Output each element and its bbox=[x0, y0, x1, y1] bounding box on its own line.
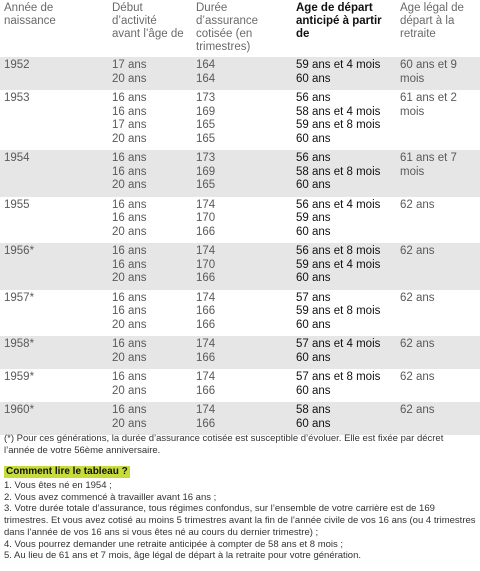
start-age: 16 ans bbox=[112, 338, 147, 350]
birth-year-cell bbox=[0, 369, 92, 402]
start-age: 16 ans bbox=[112, 245, 147, 257]
early-departure-age: 60 ans bbox=[296, 417, 331, 430]
insurance-duration: 174 bbox=[196, 338, 216, 350]
legal-age: 62 ans bbox=[400, 291, 435, 304]
legal-age-cell bbox=[396, 197, 480, 244]
howto-item: 2. Vous avez commencé à travailler avant 16 ans ; bbox=[4, 491, 217, 503]
header-birth-year: Année de naissance bbox=[0, 0, 92, 57]
insurance-duration: 170 bbox=[196, 258, 216, 271]
birth-year-cell bbox=[0, 290, 92, 337]
start-age-cell bbox=[92, 369, 192, 402]
start-age: 20 ans bbox=[112, 132, 147, 145]
insurance-duration: 165 bbox=[196, 132, 216, 145]
start-age: 16 ans bbox=[112, 152, 147, 164]
early-departure-age: 59 ans et 8 mois bbox=[296, 305, 381, 317]
duration-cell bbox=[192, 150, 292, 197]
birth-year: 1956* bbox=[4, 245, 35, 257]
birth-year-cell bbox=[0, 197, 92, 244]
howto-list bbox=[4, 480, 478, 562]
start-age: 16 ans bbox=[112, 165, 147, 178]
legal-age-cell bbox=[396, 90, 480, 150]
howto-item: 3. Votre durée totale d’assurance, tous régimes confondus, sur l’ensemble de votre carrière est de 169 trimestres. Et vous avez cotisé au moins 5 trimestres avant la fin de l’année civile de vos 16 ans (ou 4 trimestres dans l’année de vos 16 ans si vous êtes né au cours du dernier trimestre) ; bbox=[4, 503, 476, 538]
start-age-cell bbox=[92, 290, 192, 337]
early-departure-age: 56 ans bbox=[296, 152, 331, 164]
early-departure-cell bbox=[292, 90, 396, 150]
table-row bbox=[0, 90, 480, 150]
early-departure-age: 57 ans et 8 mois bbox=[296, 371, 381, 383]
insurance-duration: 164 bbox=[196, 72, 216, 85]
birth-year: 1958* bbox=[4, 338, 35, 350]
early-departure-age: 60 ans bbox=[296, 384, 331, 397]
start-age: 16 ans bbox=[112, 305, 147, 317]
start-age-cell bbox=[92, 243, 192, 290]
insurance-duration: 174 bbox=[196, 371, 216, 383]
early-departure-age: 60 ans bbox=[296, 272, 331, 284]
insurance-duration: 174 bbox=[196, 245, 216, 257]
early-departure-age: 60 ans bbox=[296, 179, 331, 191]
footnote: (*) Pour ces générations, la durée d’assurance cotisée est susceptible d’évoluer. Elle est fixée par décret l’année de votre 56ème anniversaire. bbox=[4, 433, 444, 456]
legal-age: 60 ans et 9 mois bbox=[400, 59, 457, 85]
early-departure-cell bbox=[292, 243, 396, 290]
start-age: 17 ans bbox=[112, 119, 147, 131]
header-insurance-duration: Durée d’assurance cotisée (en trimestres) bbox=[192, 0, 292, 57]
start-age-cell bbox=[92, 402, 192, 435]
legal-age-cell bbox=[396, 336, 480, 369]
early-departure-cell bbox=[292, 369, 396, 402]
insurance-duration: 173 bbox=[196, 92, 216, 104]
start-age-cell bbox=[92, 336, 192, 369]
legal-age-cell bbox=[396, 290, 480, 337]
start-age: 16 ans bbox=[112, 198, 147, 211]
legal-age-cell bbox=[396, 369, 480, 402]
start-age: 16 ans bbox=[112, 105, 147, 118]
insurance-duration: 166 bbox=[196, 318, 216, 331]
early-departure-age: 60 ans bbox=[296, 225, 331, 238]
early-departure-age: 56 ans bbox=[296, 92, 331, 104]
early-departure-cell bbox=[292, 402, 396, 435]
start-age: 20 ans bbox=[112, 351, 147, 364]
table-row bbox=[0, 369, 480, 402]
start-age: 16 ans bbox=[112, 92, 147, 104]
insurance-duration: 170 bbox=[196, 212, 216, 224]
start-age-cell bbox=[92, 57, 192, 90]
duration-cell bbox=[192, 243, 292, 290]
early-departure-age: 57 ans bbox=[296, 291, 331, 304]
insurance-duration: 173 bbox=[196, 152, 216, 164]
early-departure-age: 58 ans et 8 mois bbox=[296, 165, 381, 178]
early-departure-age: 59 ans et 8 mois bbox=[296, 119, 381, 131]
insurance-duration: 174 bbox=[196, 291, 216, 304]
birth-year-cell bbox=[0, 150, 92, 197]
insurance-duration: 166 bbox=[196, 225, 216, 238]
birth-year-cell bbox=[0, 336, 92, 369]
start-age: 16 ans bbox=[112, 404, 147, 416]
legal-age: 62 ans bbox=[400, 245, 435, 257]
duration-cell bbox=[192, 197, 292, 244]
duration-cell bbox=[192, 57, 292, 90]
birth-year-cell bbox=[0, 57, 92, 90]
start-age: 20 ans bbox=[112, 272, 147, 284]
birth-year-cell bbox=[0, 402, 92, 435]
header-start-age: Début d’activité avant l’âge de bbox=[92, 0, 192, 57]
insurance-duration: 174 bbox=[196, 198, 216, 211]
legal-age: 62 ans bbox=[400, 198, 435, 211]
birth-year: 1959* bbox=[4, 371, 35, 383]
start-age: 16 ans bbox=[112, 371, 147, 383]
legal-age-cell bbox=[396, 57, 480, 90]
early-departure-age: 56 ans et 8 mois bbox=[296, 245, 381, 257]
insurance-duration: 166 bbox=[196, 305, 216, 317]
legal-age-cell bbox=[396, 243, 480, 290]
early-departure-age: 58 ans bbox=[296, 404, 331, 416]
birth-year-cell bbox=[0, 243, 92, 290]
start-age: 20 ans bbox=[112, 417, 147, 430]
early-departure-age: 59 ans et 4 mois bbox=[296, 258, 381, 271]
start-age: 20 ans bbox=[112, 318, 147, 331]
early-departure-cell bbox=[292, 57, 396, 90]
birth-year: 1954 bbox=[4, 152, 30, 164]
table-row bbox=[0, 336, 480, 369]
start-age: 20 ans bbox=[112, 179, 147, 191]
early-departure-age: 60 ans bbox=[296, 72, 331, 85]
duration-cell bbox=[192, 402, 292, 435]
early-departure-age: 60 ans bbox=[296, 351, 331, 364]
insurance-duration: 166 bbox=[196, 351, 216, 364]
table-row bbox=[0, 290, 480, 337]
insurance-duration: 166 bbox=[196, 417, 216, 430]
table-row bbox=[0, 150, 480, 197]
early-departure-age: 56 ans et 4 mois bbox=[296, 198, 381, 211]
legal-age: 62 ans bbox=[400, 338, 435, 350]
legal-age-cell bbox=[396, 402, 480, 435]
early-departure-cell bbox=[292, 197, 396, 244]
insurance-duration: 169 bbox=[196, 165, 216, 178]
legal-age: 62 ans bbox=[400, 371, 435, 383]
howto-title: Comment lire le tableau ? bbox=[6, 466, 128, 477]
insurance-duration: 164 bbox=[196, 59, 216, 71]
start-age-cell bbox=[92, 150, 192, 197]
table-row bbox=[0, 243, 480, 290]
early-departure-age: 58 ans et 4 mois bbox=[296, 105, 381, 118]
insurance-duration: 165 bbox=[196, 179, 216, 191]
early-departure-cell bbox=[292, 150, 396, 197]
start-age: 20 ans bbox=[112, 225, 147, 238]
early-departure-age: 60 ans bbox=[296, 132, 331, 145]
insurance-duration: 165 bbox=[196, 119, 216, 131]
header-early-departure-age: Age de départ anticipé à partir de bbox=[292, 0, 396, 57]
start-age: 20 ans bbox=[112, 72, 147, 85]
howto-item: 1. Vous êtes né en 1954 ; bbox=[4, 480, 112, 491]
start-age: 16 ans bbox=[112, 258, 147, 271]
table-row bbox=[0, 57, 480, 90]
early-departure-age: 60 ans bbox=[296, 318, 331, 331]
duration-cell bbox=[192, 90, 292, 150]
legal-age: 61 ans et 2 mois bbox=[400, 92, 457, 118]
insurance-duration: 166 bbox=[196, 384, 216, 397]
table-row bbox=[0, 197, 480, 244]
birth-year: 1952 bbox=[4, 59, 30, 71]
birth-year: 1955 bbox=[4, 198, 30, 211]
header-legal-age: Age légal de départ à la retraite bbox=[396, 0, 480, 57]
duration-cell bbox=[192, 369, 292, 402]
early-departure-cell bbox=[292, 336, 396, 369]
howto-item: 4. Vous pourrez demander une retraite anticipée à compter de 58 ans et 8 mois ; bbox=[4, 538, 344, 550]
insurance-duration: 169 bbox=[196, 105, 216, 118]
table-header-row bbox=[0, 0, 480, 57]
duration-cell bbox=[192, 290, 292, 337]
start-age: 17 ans bbox=[112, 59, 147, 71]
birth-year-cell bbox=[0, 90, 92, 150]
early-departure-age: 59 ans bbox=[296, 212, 331, 224]
start-age: 20 ans bbox=[112, 384, 147, 397]
early-departure-cell bbox=[292, 290, 396, 337]
duration-cell bbox=[192, 336, 292, 369]
table-body bbox=[0, 57, 480, 435]
insurance-duration: 174 bbox=[196, 404, 216, 416]
birth-year: 1960* bbox=[4, 404, 35, 416]
howto-item: 5. Au lieu de 61 ans et 7 mois, âge légal de départ à la retraite pour votre génération. bbox=[4, 550, 362, 562]
table-row bbox=[0, 402, 480, 435]
legal-age-cell bbox=[396, 150, 480, 197]
birth-year: 1957* bbox=[4, 291, 35, 304]
early-departure-age: 59 ans et 4 mois bbox=[296, 59, 381, 71]
start-age-cell bbox=[92, 90, 192, 150]
insurance-duration: 166 bbox=[196, 272, 216, 284]
legal-age: 62 ans bbox=[400, 404, 435, 416]
early-departure-age: 57 ans et 4 mois bbox=[296, 338, 381, 350]
start-age: 16 ans bbox=[112, 212, 147, 224]
birth-year: 1953 bbox=[4, 92, 30, 104]
start-age: 16 ans bbox=[112, 291, 147, 304]
legal-age: 61 ans et 7 mois bbox=[400, 152, 457, 178]
start-age-cell bbox=[92, 197, 192, 244]
